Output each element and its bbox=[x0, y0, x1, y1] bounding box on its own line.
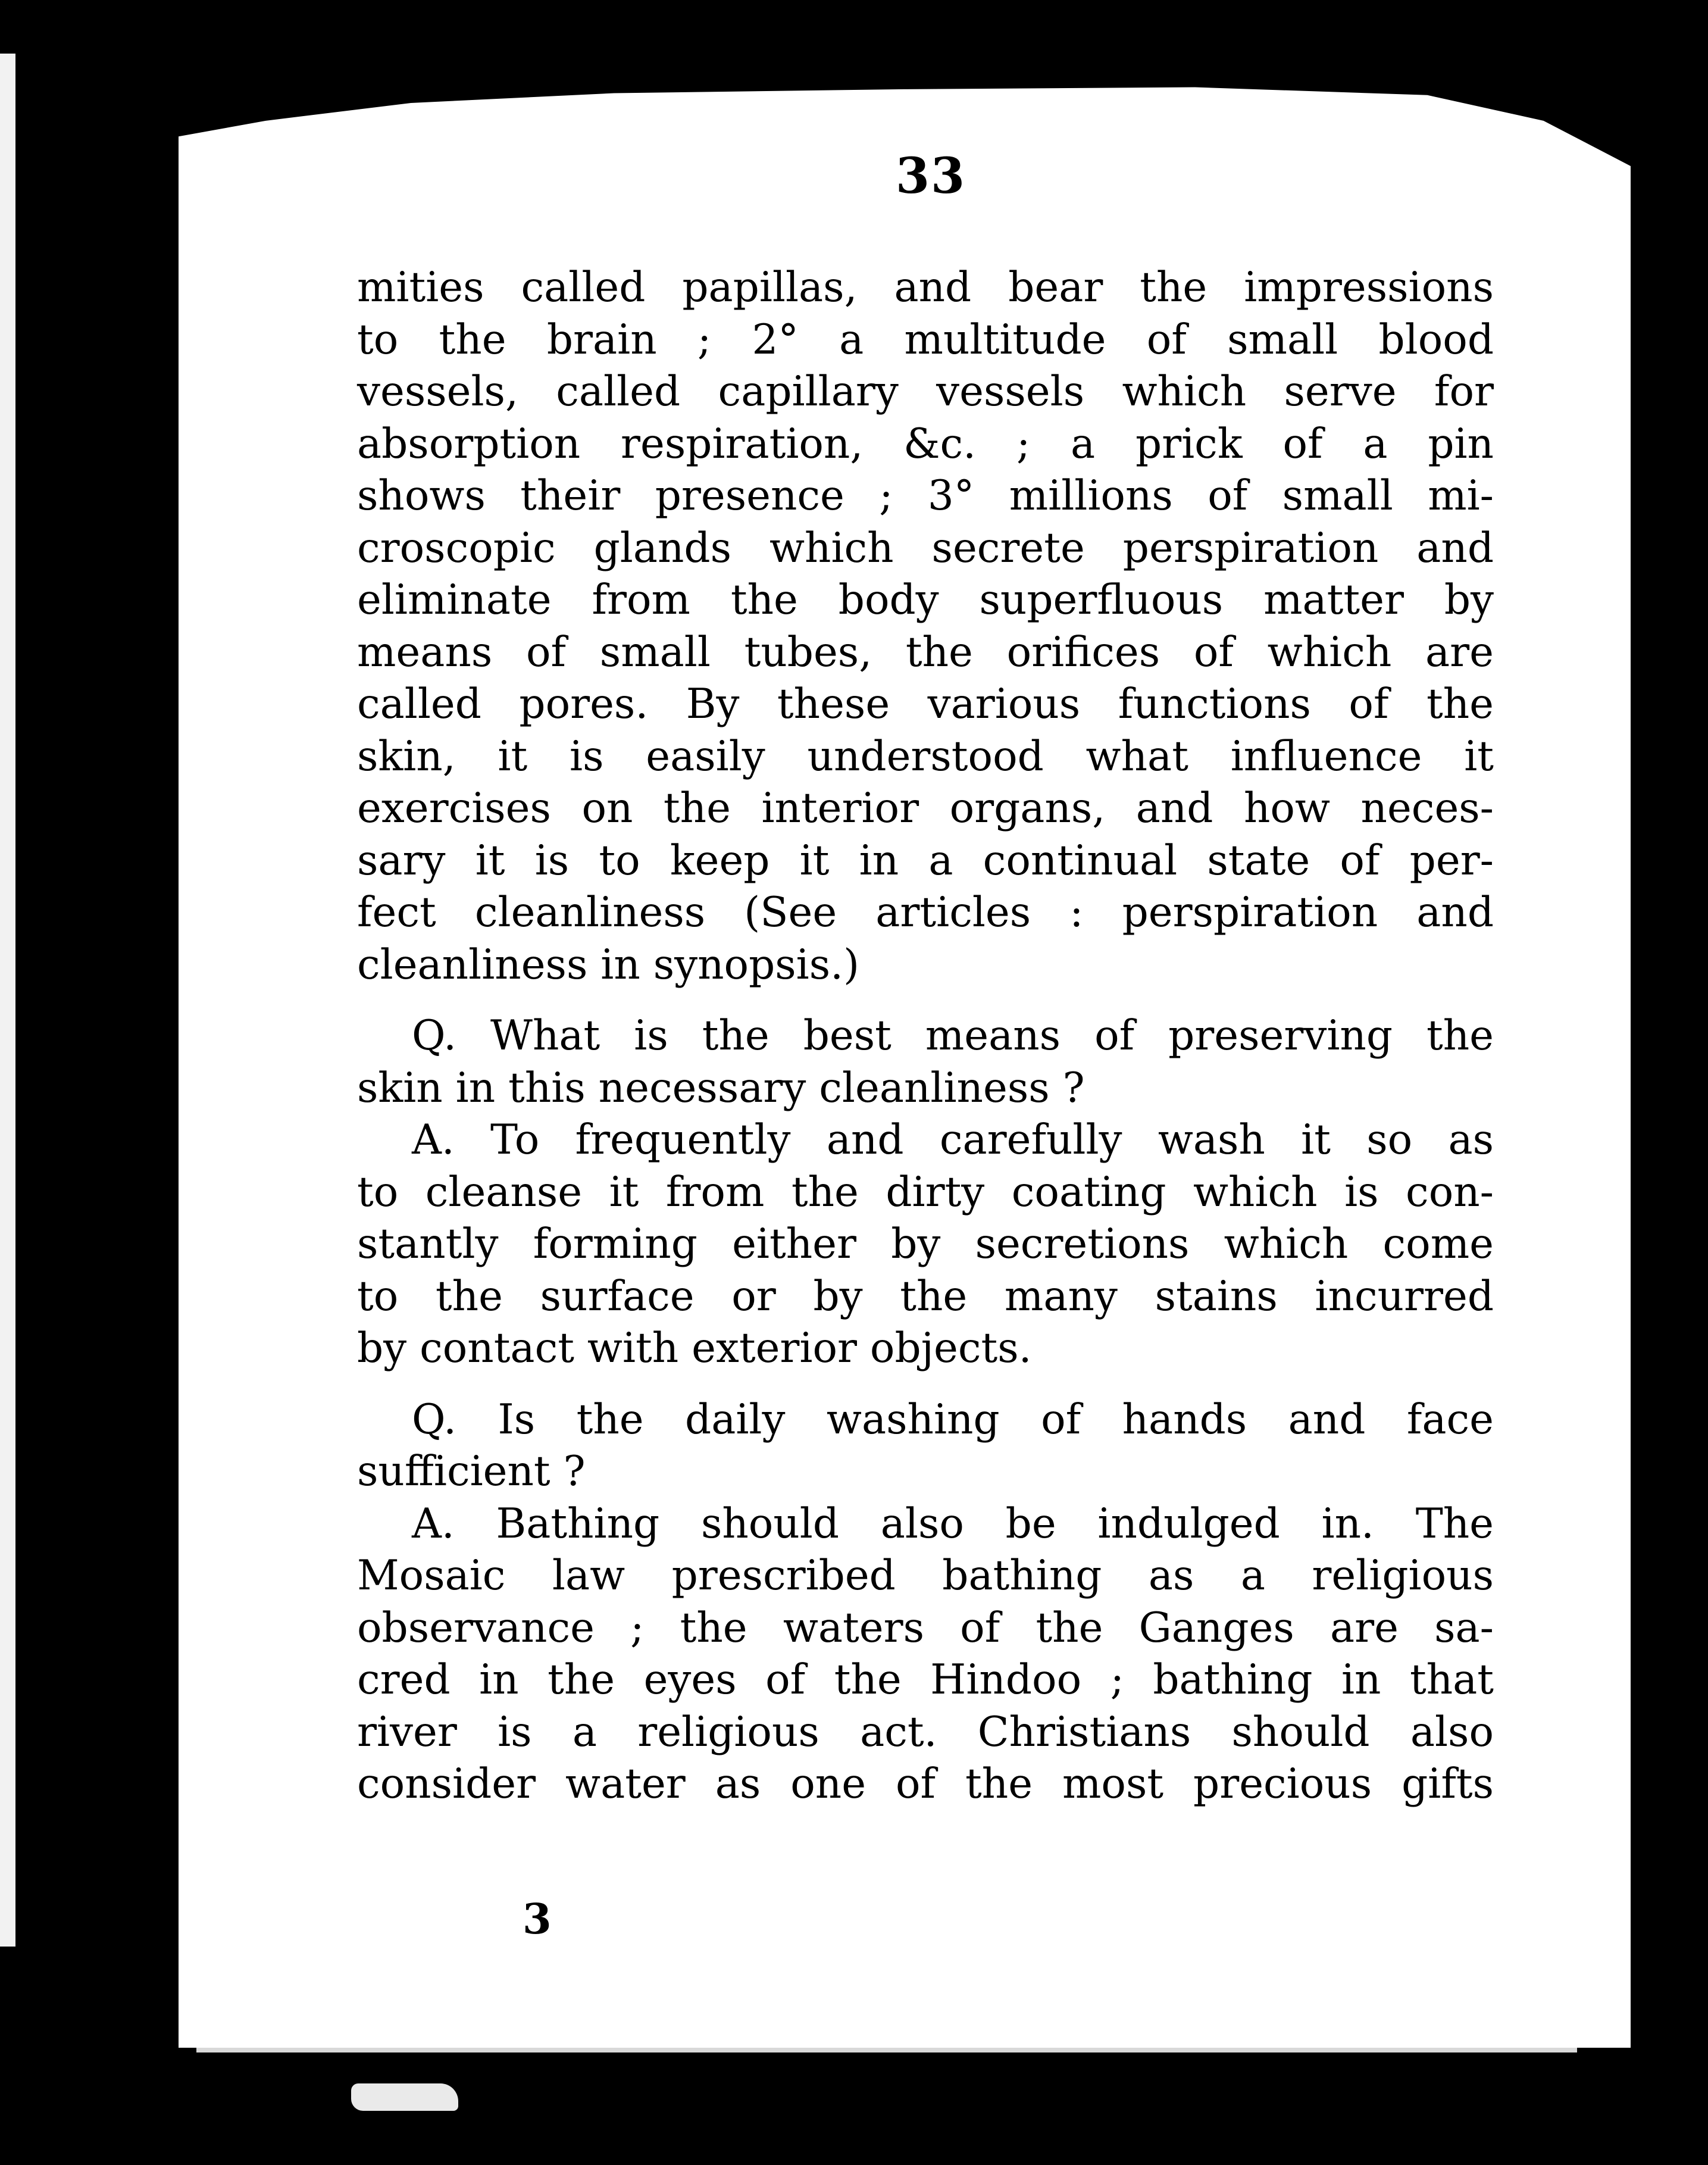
signature-mark: 3 bbox=[523, 1894, 552, 1944]
answer-line: Mosaic law prescribed bathing as a religious bbox=[357, 1552, 1494, 1599]
text-line: croscopic glands which secrete perspiration and bbox=[357, 524, 1494, 572]
page-number: 33 bbox=[896, 148, 966, 205]
scan-bottom-margin bbox=[184, 2066, 1708, 2165]
answer-line: cred in the eyes of the Hindoo ; bathing in that bbox=[357, 1656, 1494, 1704]
question-line: Q. Is the daily washing of hands and face bbox=[412, 1395, 1494, 1444]
text-line: sary it is to keep it in a continual state of per- bbox=[357, 836, 1494, 885]
answer-line: to cleanse it from the dirty coating which is con- bbox=[357, 1168, 1494, 1216]
answer-line: A. To frequently and carefully wash it so as bbox=[412, 1116, 1494, 1164]
paragraph-gap bbox=[357, 1375, 1494, 1394]
answer-line: A. Bathing should also be indulged in. The bbox=[412, 1499, 1494, 1548]
text-line: to the brain ; 2° a multitude of small blood bbox=[357, 315, 1494, 364]
scan-left-margin bbox=[0, 0, 184, 2165]
scan-edge-strip bbox=[0, 54, 15, 1947]
page-bottom-edge bbox=[196, 2048, 1577, 2052]
text-line: means of small tubes, the orifices of which are bbox=[357, 628, 1494, 676]
question-line: sufficient ? bbox=[357, 1448, 586, 1495]
question-line: Q. What is the best means of preserving the bbox=[412, 1012, 1494, 1060]
text-line: vessels, called capillary vessels which serve for bbox=[357, 368, 1494, 415]
text-line: absorption respiration, &c. ; a prick of a pin bbox=[357, 420, 1494, 468]
page-body bbox=[357, 262, 1494, 1811]
text-line: fect cleanliness (See articles : perspiration and bbox=[357, 889, 1494, 936]
paper-scrap bbox=[351, 2083, 458, 2111]
text-line: shows their presence ; 3° millions of small mi- bbox=[357, 472, 1494, 520]
answer-line: river is a religious act. Christians should also bbox=[357, 1708, 1494, 1756]
text-line: cleanliness in synopsis.) bbox=[357, 941, 860, 989]
text-line: called pores. By these various functions of the bbox=[357, 680, 1494, 728]
answer-line: to the surface or by the many stains incurred bbox=[357, 1272, 1494, 1320]
text-line: mities called papillas, and bear the impressions bbox=[357, 264, 1494, 311]
answer-line: observance ; the waters of the Ganges are sa- bbox=[357, 1604, 1494, 1652]
answer-line: consider water as one of the most precious gifts bbox=[357, 1760, 1494, 1808]
answer-line: by contact with exterior objects. bbox=[357, 1324, 1032, 1372]
answer-line: stantly forming either by secretions which come bbox=[357, 1220, 1494, 1268]
text-line: skin, it is easily understood what influence it bbox=[357, 732, 1494, 780]
paragraph-gap bbox=[357, 991, 1494, 1010]
question-line: skin in this necessary cleanliness ? bbox=[357, 1064, 1085, 1112]
text-line: eliminate from the body superfluous matter by bbox=[357, 576, 1494, 624]
text-line: exercises on the interior organs, and how neces- bbox=[357, 785, 1494, 832]
